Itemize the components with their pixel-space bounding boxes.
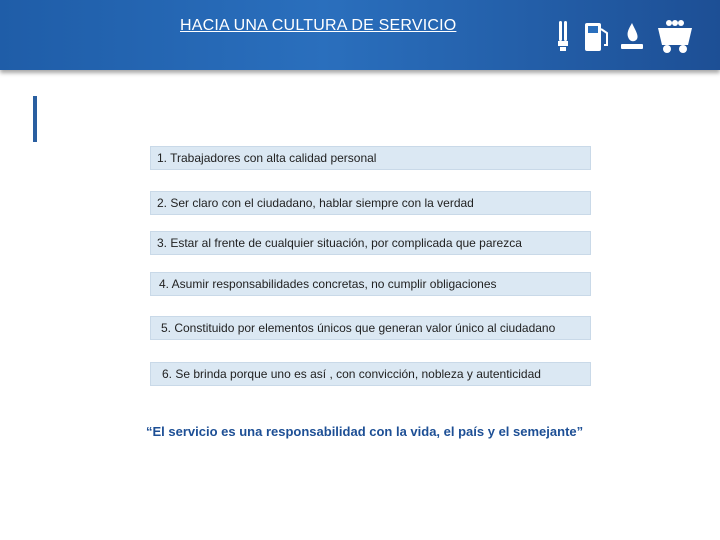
list-item: 2. Ser claro con el ciudadano, hablar siempre con la verdad (150, 191, 591, 215)
energy-icons (555, 17, 695, 55)
header-banner (0, 0, 720, 70)
page-title: HACIA UNA CULTURA DE SERVICIO (180, 17, 457, 34)
list-item: 3. Estar al frente de cualquier situación, por complicada que parezca (150, 231, 591, 255)
accent-bar (33, 96, 37, 142)
gas-flame-icon (621, 23, 643, 49)
list-item: 4. Asumir responsabilidades concretas, no cumplir obligaciones (150, 272, 591, 296)
quote-text: “El servicio es una responsabilidad con la vida, el país y el semejante” (146, 424, 584, 439)
fuel-pump-icon (585, 23, 607, 51)
mining-cart-icon (658, 20, 692, 53)
list-item: 1. Trabajadores con alta calidad personal (150, 146, 591, 170)
light-bulb-icon (558, 21, 568, 51)
list-item: 6. Se brinda porque uno es así , con convicción, nobleza y autenticidad (150, 362, 591, 386)
list-item: 5. Constituido por elementos únicos que generan valor único al ciudadano (150, 316, 591, 340)
